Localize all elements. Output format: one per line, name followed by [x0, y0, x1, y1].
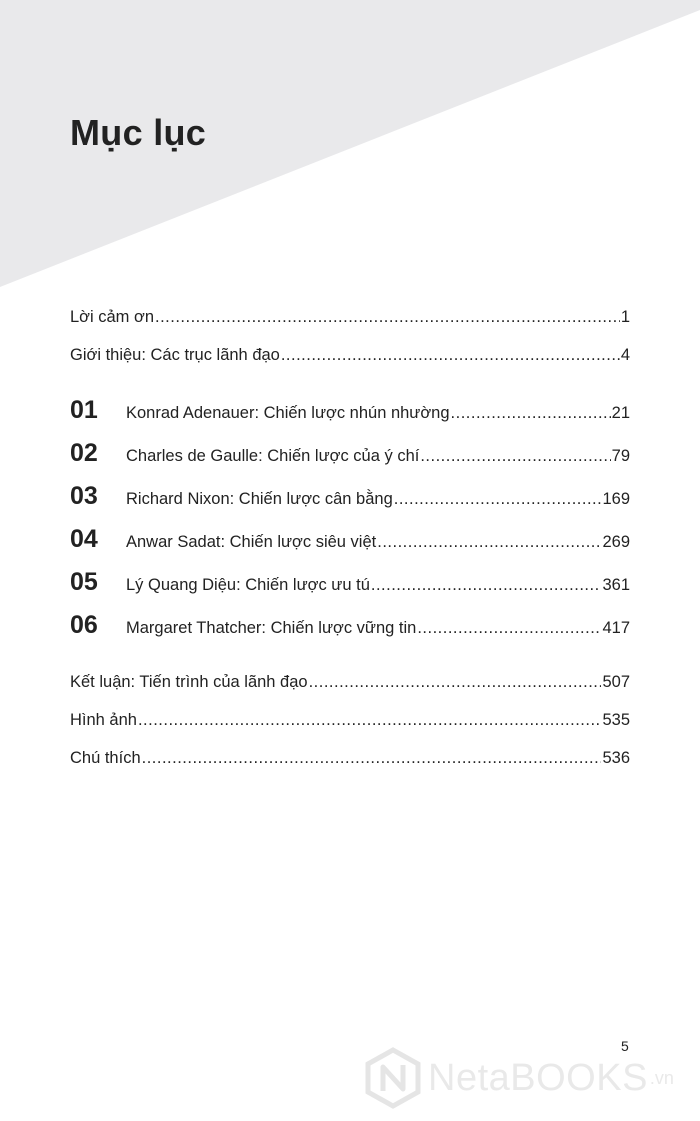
toc-entry-page: 79 [611, 447, 630, 465]
toc-chapter-01[interactable] [70, 396, 630, 424]
page-number: 5 [621, 1038, 629, 1054]
toc-entry-label: Giới thiệu: Các trục lãnh đạo [70, 346, 280, 364]
chapter-number: 01 [70, 396, 98, 424]
watermark [364, 1046, 684, 1110]
chapter-number: 02 [70, 439, 98, 467]
toc-chapter-03[interactable] [70, 482, 630, 510]
toc-entry-label: Lời cảm ơn [70, 308, 154, 326]
toc-entry-conclusion[interactable] [70, 673, 630, 701]
toc-entry-introduction[interactable] [70, 346, 630, 374]
toc-entry-label: Anwar Sadat: Chiến lược siêu việt [126, 533, 377, 551]
toc-entry-label: Richard Nixon: Chiến lược cân bằng [126, 490, 393, 508]
toc-entry-label: Charles de Gaulle: Chiến lược của ý chí [126, 447, 420, 465]
toc-chapter-05[interactable] [70, 568, 630, 596]
dot-leader [371, 576, 602, 595]
toc-entry-page: 535 [602, 711, 630, 729]
toc-entry-page: 169 [602, 490, 630, 508]
toc-entry-label: Kết luận: Tiến trình của lãnh đạo [70, 673, 308, 691]
dot-leader [142, 749, 602, 768]
toc-entry-notes[interactable] [70, 749, 630, 777]
toc-entry-page: 361 [602, 576, 630, 594]
toc-entry-page: 4 [620, 346, 630, 364]
dot-leader [451, 404, 611, 423]
dot-leader [309, 673, 602, 692]
toc-entry-page: 21 [611, 404, 630, 422]
toc-entry-label: Konrad Adenauer: Chiến lược nhún nhường [126, 404, 450, 422]
toc-chapter-02[interactable] [70, 439, 630, 467]
chapter-number: 03 [70, 482, 98, 510]
netabooks-logo-icon [364, 1047, 422, 1109]
toc-entry-label: Chú thích [70, 749, 141, 767]
toc-entry-images[interactable] [70, 711, 630, 739]
toc-entry-label: Hình ảnh [70, 711, 137, 729]
chapter-number: 06 [70, 611, 98, 639]
toc-entry-page: 269 [602, 533, 630, 551]
toc-entry-acknowledgements[interactable] [70, 308, 630, 336]
toc-chapter-04[interactable] [70, 525, 630, 553]
toc-entry-page: 507 [602, 673, 630, 691]
dot-leader [420, 447, 610, 466]
toc-entry-page: 536 [602, 749, 630, 767]
toc-entry-page: 417 [602, 619, 630, 637]
toc-entry-page: 1 [620, 308, 630, 326]
dot-leader [138, 711, 602, 730]
watermark-suffix: .vn [649, 1067, 674, 1088]
dot-leader [417, 619, 601, 638]
dot-leader [281, 346, 620, 365]
dot-leader [394, 490, 602, 509]
chapter-number: 04 [70, 525, 98, 553]
toc-chapter-06[interactable] [70, 611, 630, 639]
watermark-brand: NetaBOOKS [428, 1056, 648, 1099]
page-title: Mục lục [70, 112, 207, 153]
toc-entry-label: Margaret Thatcher: Chiến lược vững tin [126, 619, 417, 637]
dot-leader [155, 308, 620, 327]
toc-entry-label: Lý Quang Diệu: Chiến lược ưu tú [126, 576, 370, 594]
dot-leader [377, 533, 601, 552]
chapter-number: 05 [70, 568, 98, 596]
